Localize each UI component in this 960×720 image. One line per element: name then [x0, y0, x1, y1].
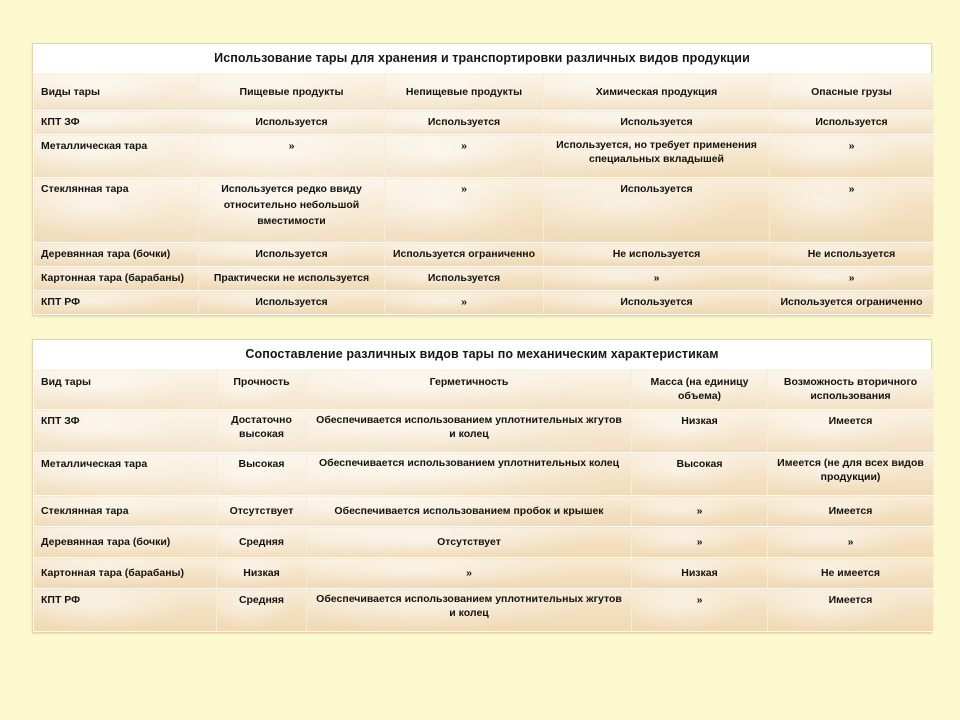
table-two-cell-4-3: Низкая: [632, 558, 768, 589]
table-two-block: [32, 339, 932, 633]
table-one: [33, 73, 934, 315]
table-two-col-header-0: Вид тары: [34, 370, 217, 410]
table-one-cell-4-2: Используется: [385, 267, 544, 291]
table-two-cell-5-3: »: [632, 589, 768, 632]
table-one-cell-5-0: КПТ РФ: [34, 291, 199, 315]
table-one-col-header-3: Химическая продукция: [544, 74, 770, 111]
table-one-cell-2-2: »: [385, 178, 544, 243]
table-one-cell-3-2: Используется ограниченно: [385, 243, 544, 267]
table-two-cell-5-4: Имеется: [768, 589, 934, 632]
table-one-cell-0-3: Используется: [544, 111, 770, 135]
table-row: [34, 135, 934, 178]
table-one-cell-2-0: Стеклянная тара: [34, 178, 199, 243]
table-one-cell-1-0: Металлическая тара: [34, 135, 199, 178]
table-two-cell-0-0: КПТ ЗФ: [34, 410, 217, 453]
table-two-body: [34, 410, 934, 632]
table-two-cell-2-2: Обеспечивается использованием пробок и крышек: [307, 496, 632, 527]
table-two-cell-1-0: Металлическая тара: [34, 453, 217, 496]
table-two-cell-5-2: Обеспечивается использованием уплотнительных жгутов и колец: [307, 589, 632, 632]
table-row: [34, 453, 934, 496]
table-two-cell-2-3: »: [632, 496, 768, 527]
table-one-cell-4-4: »: [770, 267, 934, 291]
table-row: [34, 291, 934, 315]
table-two-cell-0-4: Имеется: [768, 410, 934, 453]
table-row: [34, 267, 934, 291]
table-two: [33, 369, 934, 632]
table-row: [34, 111, 934, 135]
table-row: [34, 558, 934, 589]
table-one-body: [34, 111, 934, 315]
table-one-cell-0-0: КПТ ЗФ: [34, 111, 199, 135]
table-one-cell-4-1: Практически не используется: [199, 267, 385, 291]
table-two-cell-1-4: Имеется (не для всех видов продукции): [768, 453, 934, 496]
table-one-block: [32, 43, 932, 316]
table-two-cell-2-0: Стеклянная тара: [34, 496, 217, 527]
table-two-cell-0-2: Обеспечивается использованием уплотнительных жгутов и колец: [307, 410, 632, 453]
table-one-cell-0-1: Используется: [199, 111, 385, 135]
table-two-col-header-4: Возможность вторичного использования: [768, 370, 934, 410]
table-row: [34, 496, 934, 527]
table-one-cell-5-2: »: [385, 291, 544, 315]
table-one-cell-5-4: Используется ограниченно: [770, 291, 934, 315]
table-one-col-header-2: Непищевые продукты: [385, 74, 544, 111]
table-two-col-header-1: Прочность: [217, 370, 307, 410]
table-one-cell-3-4: Не используется: [770, 243, 934, 267]
table-two-cell-3-2: Отсутствует: [307, 527, 632, 558]
table-two-cell-4-2: »: [307, 558, 632, 589]
table-row: [34, 410, 934, 453]
table-row: [34, 527, 934, 558]
table-one-cell-2-3: Используется: [544, 178, 770, 243]
table-one-cell-0-4: Используется: [770, 111, 934, 135]
table-one-header: [34, 74, 934, 111]
table-row: [34, 243, 934, 267]
table-one-cell-5-3: Используется: [544, 291, 770, 315]
table-two-cell-2-4: Имеется: [768, 496, 934, 527]
table-two-header-row: [34, 370, 934, 410]
table-two-col-header-3: Масса (на единицу объема): [632, 370, 768, 410]
table-two-cell-3-4: »: [768, 527, 934, 558]
table-row: [34, 589, 934, 632]
table-two-header: [34, 370, 934, 410]
table-one-cell-0-2: Используется: [385, 111, 544, 135]
table-one-cell-1-3: Используется, но требует применения специальных вкладышей: [544, 135, 770, 178]
table-one-cell-4-0: Картонная тара (барабаны): [34, 267, 199, 291]
table-one-col-header-4: Опасные грузы: [770, 74, 934, 111]
table-two-cell-4-0: Картонная тара (барабаны): [34, 558, 217, 589]
table-one-cell-4-3: »: [544, 267, 770, 291]
table-two-cell-2-1: Отсутствует: [217, 496, 307, 527]
table-two-cell-4-1: Низкая: [217, 558, 307, 589]
table-one-cell-2-4: »: [770, 178, 934, 243]
table-two-cell-1-3: Высокая: [632, 453, 768, 496]
table-one-cell-3-1: Используется: [199, 243, 385, 267]
table-one-cell-3-3: Не используется: [544, 243, 770, 267]
table-two-cell-0-1: Достаточно высокая: [217, 410, 307, 453]
table-two-cell-3-1: Средняя: [217, 527, 307, 558]
table-one-cell-3-0: Деревянная тара (бочки): [34, 243, 199, 267]
table-one-cell-1-1: »: [199, 135, 385, 178]
table-two-cell-1-2: Обеспечивается использованием уплотнительных колец: [307, 453, 632, 496]
table-one-title: Использование тары для хранения и транспортировки различных видов продукции: [33, 44, 931, 73]
table-two-cell-5-0: КПТ РФ: [34, 589, 217, 632]
table-two-cell-0-3: Низкая: [632, 410, 768, 453]
table-two-cell-4-4: Не имеется: [768, 558, 934, 589]
table-two-cell-3-0: Деревянная тара (бочки): [34, 527, 217, 558]
table-one-cell-1-2: »: [385, 135, 544, 178]
table-two-cell-1-1: Высокая: [217, 453, 307, 496]
table-one-col-header-0: Виды тары: [34, 74, 199, 111]
table-two-cell-3-3: »: [632, 527, 768, 558]
table-two-title: Сопоставление различных видов тары по механическим характеристикам: [33, 340, 931, 369]
table-two-col-header-2: Герметичность: [307, 370, 632, 410]
table-one-cell-1-4: »: [770, 135, 934, 178]
table-one-cell-5-1: Используется: [199, 291, 385, 315]
table-one-cell-2-1: Используется редко ввиду относительно небольшой вместимости: [199, 178, 385, 243]
table-row: [34, 178, 934, 243]
table-one-header-row: [34, 74, 934, 111]
table-two-cell-5-1: Средняя: [217, 589, 307, 632]
table-one-col-header-1: Пищевые продукты: [199, 74, 385, 111]
